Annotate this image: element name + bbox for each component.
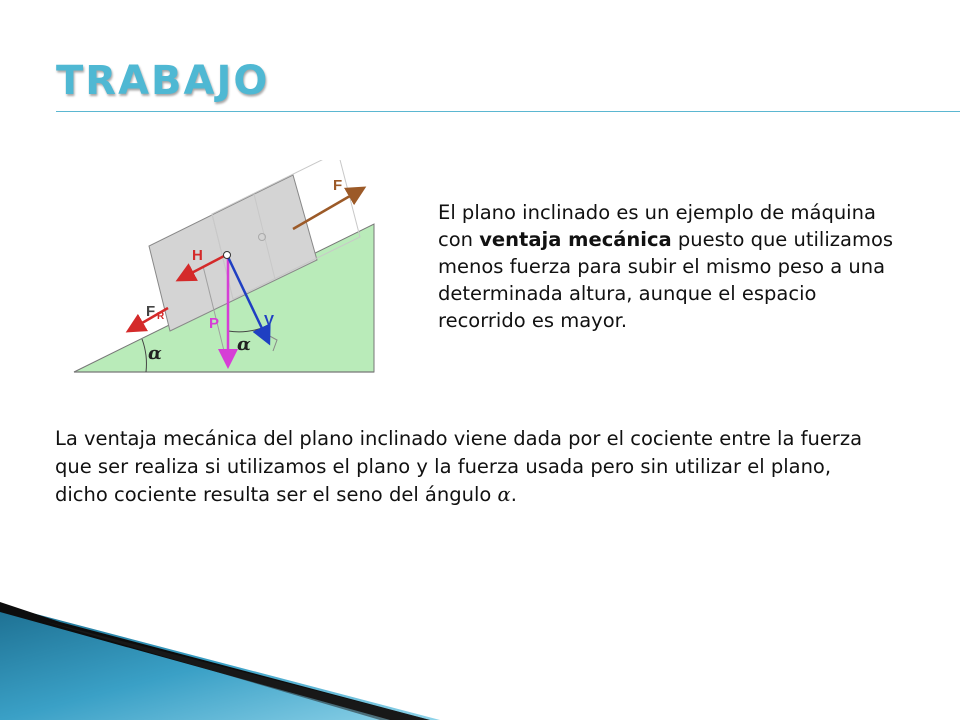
label-alpha-base: α (148, 343, 162, 364)
title-divider (56, 111, 960, 112)
inclined-plane-diagram (60, 160, 390, 385)
alpha-symbol: α (497, 483, 511, 506)
label-H: H (192, 247, 203, 264)
label-V: V (264, 312, 275, 329)
description-text-start: El plano inclinado es un ejemplo de máquina con (438, 201, 876, 251)
explanation-paragraph (55, 425, 885, 509)
explanation-end: . (510, 483, 517, 506)
corner-decoration (0, 560, 440, 720)
application-point (224, 252, 231, 259)
description-paragraph (438, 199, 908, 334)
label-alpha-vector: α (237, 334, 251, 355)
force-vector-F (293, 189, 362, 229)
label-FR: F (146, 303, 156, 320)
slide-title: TRABAJO (56, 58, 270, 104)
description-text-end: puesto que utilizamos menos fuerza para subir el mismo peso a una determinada altura, aunque el espacio recorrido es mayor. (438, 228, 894, 332)
label-F: F (333, 177, 343, 194)
label-FR-subscript: R (157, 311, 165, 322)
label-P: P (209, 315, 220, 332)
description-bold-term: ventaja mecánica (479, 228, 672, 251)
explanation-text: La ventaja mecánica del plano inclinado viene dada por el cociente entre la fuerza que ser realiza si utilizamos el plano y la fuerza usada pero sin utilizar el plano, dicho cociente resulta ser el seno del ángulo (55, 427, 863, 506)
